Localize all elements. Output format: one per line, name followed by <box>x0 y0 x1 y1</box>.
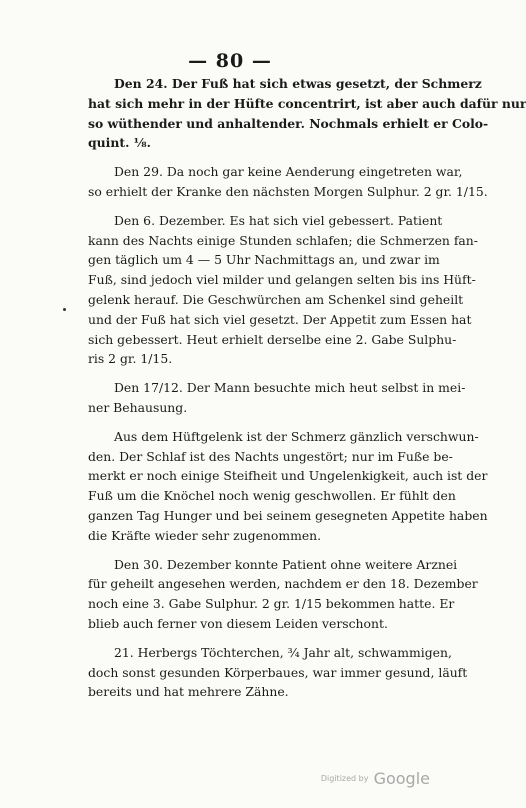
text-line: Fuß, sind jedoch viel milder und gelangen selten bis ins Hüft- <box>88 272 476 288</box>
text-line: Den 17/12. Der Mann besuchte mich heut selbst in mei- <box>114 380 466 396</box>
text-line: ganzen Tag Hunger und bei seinem gesegneten Appetite haben <box>88 507 488 523</box>
text-line: Fuß um die Knöchel noch wenig geschwollen. Er fühlt den <box>88 488 456 504</box>
text-line: Den 24. Der Fuß hat sich etwas gesetzt, der Schmerz <box>114 76 482 91</box>
text-line: die Kräfte wieder sehr zugenommen. <box>88 527 322 543</box>
text-line: kann des Nachts einige Stunden schlafen; die Schmerzen fan- <box>88 232 478 248</box>
watermark-prefix: Digitized by <box>320 774 369 783</box>
stray-ink-mark <box>63 308 66 311</box>
text-line: ris 2 gr. 1/15. <box>88 351 173 367</box>
text-line: Den 30. Dezember konnte Patient ohne weitere Arznei <box>114 556 458 572</box>
paragraph <box>88 427 488 546</box>
text-line: doch sonst gesunden Körperbaues, war immer gesund, läuft <box>88 664 468 680</box>
paragraph <box>88 378 466 418</box>
text-line: Aus dem Hüftgelenk ist der Schmerz gänzlich verschwun- <box>114 428 479 444</box>
paragraph <box>88 74 526 153</box>
paragraph <box>88 211 478 369</box>
text-line: hat sich mehr in der Hüfte concentrirt, ist aber auch dafür nur <box>88 95 526 111</box>
paragraph <box>88 643 468 702</box>
text-line: noch eine 3. Gabe Sulphur. 2 gr. 1/15 bekommen hatte. Er <box>88 596 455 612</box>
text-line: für geheilt angesehen werden, nachdem er den 18. Dezember <box>88 576 478 592</box>
digitized-watermark <box>321 768 430 788</box>
text-line: 21. Herbergs Töchterchen, ¾ Jahr alt, schwammigen, <box>114 644 452 660</box>
text-line: den. Der Schlaf ist des Nachts ungestört; nur im Fuße be- <box>88 448 453 464</box>
text-line: gen täglich um 4 — 5 Uhr Nachmittags an, und zwar im <box>88 252 440 268</box>
text-line: so wüthender und anhaltender. Nochmals erhielt er Colo- <box>88 115 489 131</box>
text-line: bereits und hat mehrere Zähne. <box>88 684 289 700</box>
paragraph <box>88 555 478 634</box>
text-line: ner Behausung. <box>88 399 188 415</box>
text-line: und der Fuß hat sich viel gesetzt. Der Appetit zum Essen hat <box>88 311 472 327</box>
text-line: gelenk herauf. Die Geschwürchen am Schenkel sind geheilt <box>88 291 464 307</box>
text-line: blieb auch ferner von diesem Leiden verschont. <box>88 615 388 631</box>
paragraph <box>88 162 488 202</box>
text-body <box>88 74 526 711</box>
page-number: — 80 — <box>188 50 272 72</box>
text-line: sich gebessert. Heut erhielt derselbe eine 2. Gabe Sulphu- <box>88 331 457 347</box>
text-line: Den 6. Dezember. Es hat sich viel gebessert. Patient <box>114 212 443 228</box>
text-line: Den 29. Da noch gar keine Aenderung eingetreten war, <box>114 164 463 180</box>
text-line: merkt er noch einige Steifheit und Ungelenkigkeit, auch ist der <box>88 468 488 484</box>
text-line: so erhielt der Kranke den nächsten Morgen Sulphur. 2 gr. 1/15. <box>88 183 488 199</box>
text-line: quint. ⅛. <box>88 135 151 151</box>
watermark-brand: Google <box>373 769 430 788</box>
